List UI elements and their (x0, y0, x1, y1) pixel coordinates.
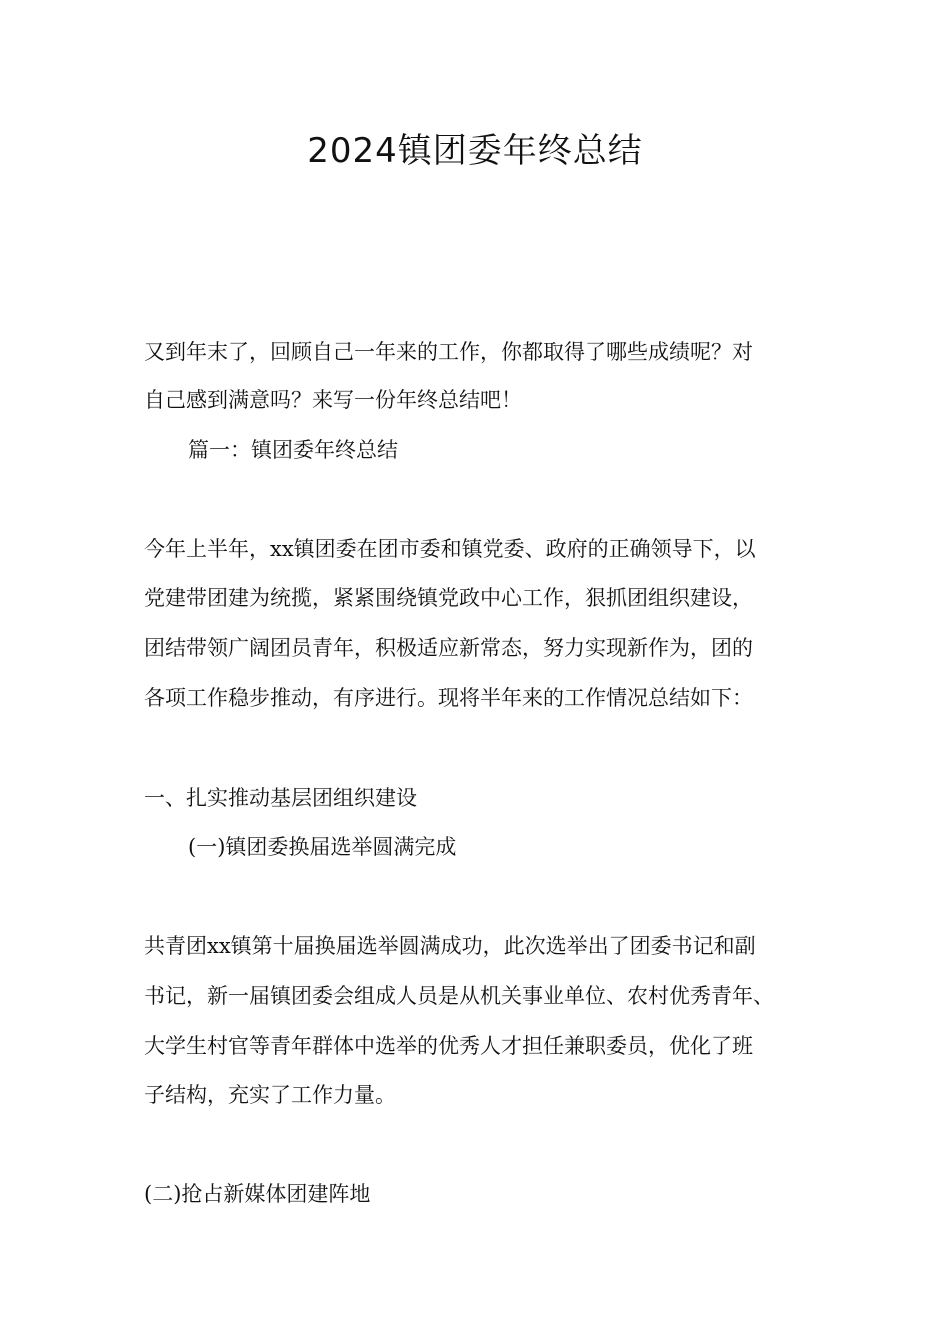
intro-line-2: 自己感到满意吗？来写一份年终总结吧！ (144, 388, 522, 412)
paragraph-2-line-2: 书记，新一届镇团委会组成人员是从机关事业单位、农村优秀青年、 (144, 984, 774, 1008)
paragraph-2-line-4: 子结构，充实了工作力量。 (144, 1083, 396, 1107)
subsection-heading-two: (二)抢占新媒体团建阵地 (144, 1182, 371, 1206)
paragraph-1-line-2: 党建带团建为统揽，紧紧围绕镇党政中心工作，狠抓团组织建设， (144, 586, 753, 610)
document-title: 2024镇团委年终总结 (307, 131, 643, 171)
paragraph-1-line-4: 各项工作稳步推动，有序进行。现将半年来的工作情况总结如下： (144, 686, 753, 710)
section-heading-article-1: 篇一：镇团委年终总结 (188, 438, 398, 462)
paragraph-1-line-3: 团结带领广阔团员青年，积极适应新常态，努力实现新作为，团的 (144, 636, 753, 660)
subsection-heading-one: (一)镇团委换届选举圆满完成 (188, 835, 457, 859)
paragraph-2-line-1: 共青团xx镇第十届换届选举圆满成功，此次选举出了团委书记和副 (144, 934, 756, 958)
paragraph-1-line-1: 今年上半年，xx镇团委在团市委和镇党委、政府的正确领导下，以 (144, 537, 756, 561)
paragraph-2-line-3: 大学生村官等青年群体中选举的优秀人才担任兼职委员，优化了班 (144, 1034, 753, 1058)
section-heading-one: 一、扎实推动基层团组织建设 (144, 786, 417, 810)
intro-line-1: 又到年末了，回顾自己一年来的工作，你都取得了哪些成绩呢？对 (144, 340, 753, 364)
